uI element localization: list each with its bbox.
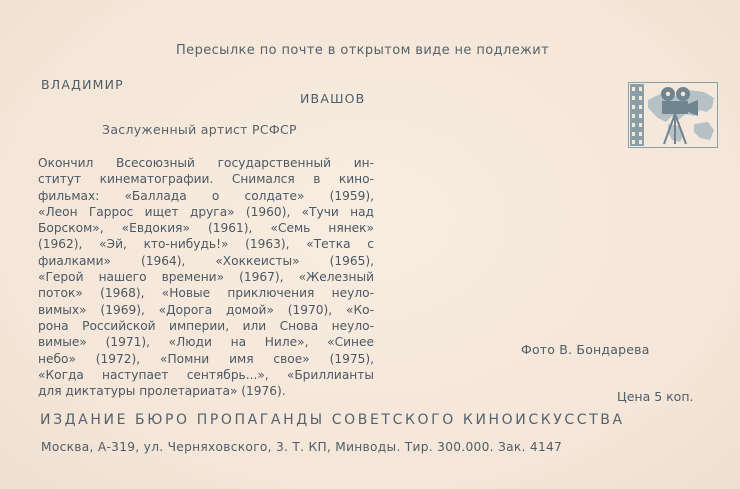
bio-line: рона Российской империи, или Снова неуло-: [38, 318, 374, 333]
biography: [38, 155, 374, 399]
mailing-notice: Пересылке по почте в открытом виде не подлежит: [176, 43, 550, 58]
bio-line: фиалками» (1964), «Хоккеисты» (1965),: [38, 253, 374, 268]
bio-line: поток» (1968), «Новые приключения неуло-: [38, 286, 374, 301]
actor-first-name: ВЛАДИМИР: [41, 77, 124, 92]
bio-line: (1962), «Эй, кто-нибудь!» (1963), «Тетка с: [38, 237, 374, 252]
price: Цена 5 коп.: [617, 389, 694, 404]
bio-line: «Когда наступает сентябрь...», «Бриллианты: [38, 367, 374, 382]
bio-line: «Леон Гаррос ищет друга» (1960), «Тучи над: [38, 204, 374, 219]
bio-line: небо» (1972), «Помни имя свое» (1975),: [38, 351, 374, 366]
bio-line: «Герой нашего времени» (1967), «Железный: [38, 270, 374, 285]
bio-line: вимые» (1971), «Люди на Ниле», «Синее: [38, 335, 374, 350]
imprint-line: Москва, А-319, ул. Черняховского, 3. Т. КП, Минводы. Тир. 300.000. Зак. 4147: [41, 440, 563, 454]
bio-line: фильмах: «Баллада о солдате» (1959),: [38, 188, 374, 203]
photo-credit: Фото В. Бондарева: [521, 342, 650, 357]
film-camera-map-stamp-icon: [628, 82, 718, 148]
bio-line: Борском», «Евдокия» (1961), «Семь нянек»: [38, 221, 374, 236]
bio-line: вимых» (1969), «Дорога домой» (1970), «Ко-: [38, 302, 374, 317]
actor-last-name: ИВАШОВ: [300, 91, 366, 106]
actor-title: Заслуженный артист РСФСР: [102, 122, 297, 137]
bio-line: ститут кинематографии. Снимался в кино-: [38, 172, 374, 187]
publisher-line: ИЗДАНИЕ БЮРО ПРОПАГАНДЫ СОВЕТСКОГО КИНОИСКУССТВА: [40, 412, 625, 428]
bio-line: для диктатуры пролетариата» (1976).: [38, 384, 286, 399]
bio-line: Окончил Всесоюзный государственный ин-: [38, 156, 374, 170]
